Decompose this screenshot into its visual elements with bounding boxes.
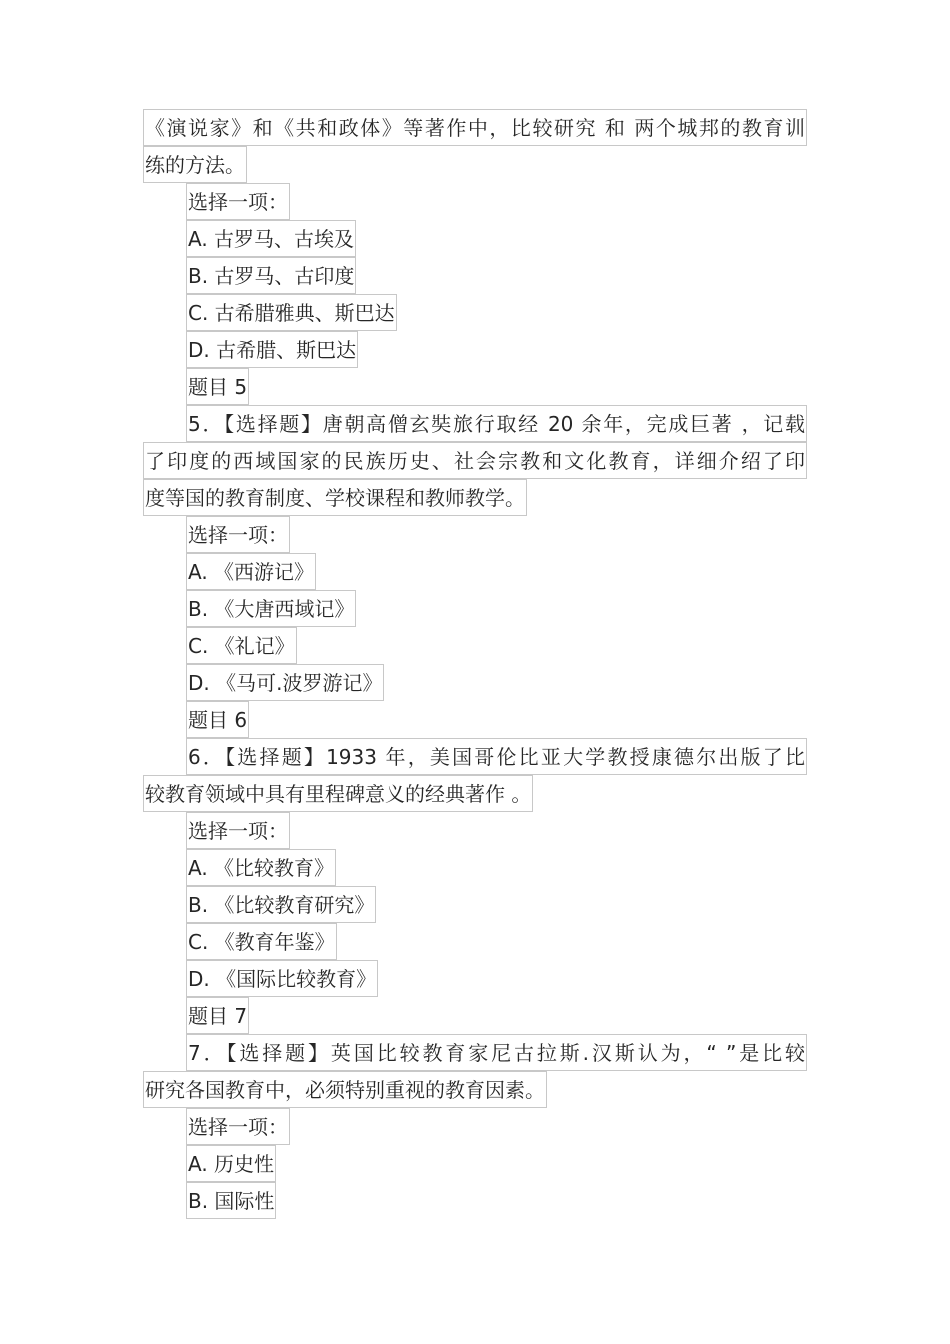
question-5-option-b[interactable]: B. 《大唐西域记》 [186, 590, 356, 627]
question-4-prompt: 选择一项： [186, 183, 290, 220]
question-6-option-c[interactable]: C. 《教育年鉴》 [186, 923, 337, 960]
question-6-option-a[interactable]: A. 《比较教育》 [186, 849, 336, 886]
question-5-option-c[interactable]: C. 《礼记》 [186, 627, 297, 664]
question-4-text-line-1: 《演说家》和《共和政体》等著作中，比较研究 和 两个城邦的教育训 [143, 109, 807, 146]
question-5-text-line-1: 5．【选择题】唐朝高僧玄奘旅行取经 20 余年，完成巨著 ，记载 [186, 405, 807, 442]
question-6-prompt: 选择一项： [186, 812, 290, 849]
question-6-heading: 题目 6 [186, 701, 249, 738]
question-7-heading: 题目 7 [186, 997, 249, 1034]
question-7-prompt: 选择一项： [186, 1108, 290, 1145]
question-7-text-line-1: 7．【选择题】英国比较教育家尼古拉斯.汉斯认为，“ ”是比较 [186, 1034, 807, 1071]
question-7-option-b[interactable]: B. 国际性 [186, 1182, 276, 1219]
question-5-text-line-2: 了印度的西域国家的民族历史、社会宗教和文化教育，详细介绍了印 [143, 442, 807, 479]
question-4-option-d[interactable]: D. 古希腊、斯巴达 [186, 331, 358, 368]
question-4-text-line-2: 练的方法。 [143, 146, 247, 183]
question-7-text-line-2: 研究各国教育中，必须特别重视的教育因素。 [143, 1071, 547, 1108]
question-7-option-a[interactable]: A. 历史性 [186, 1145, 276, 1182]
question-5-heading: 题目 5 [186, 368, 249, 405]
question-6-text-line-1: 6．【选择题】1933 年，美国哥伦比亚大学教授康德尔出版了比 [186, 738, 807, 775]
question-6-option-d[interactable]: D. 《国际比较教育》 [186, 960, 378, 997]
question-5-prompt: 选择一项： [186, 516, 290, 553]
question-4-option-c[interactable]: C. 古希腊雅典、斯巴达 [186, 294, 397, 331]
question-5-text-line-3: 度等国的教育制度、学校课程和教师教学。 [143, 479, 527, 516]
question-6-option-b[interactable]: B. 《比较教育研究》 [186, 886, 376, 923]
question-4-option-b[interactable]: B. 古罗马、古印度 [186, 257, 356, 294]
question-6-text-line-2: 较教育领域中具有里程碑意义的经典著作 。 [143, 775, 533, 812]
question-5-option-d[interactable]: D. 《马可.波罗游记》 [186, 664, 384, 701]
question-5-option-a[interactable]: A. 《西游记》 [186, 553, 316, 590]
question-4-option-a[interactable]: A. 古罗马、古埃及 [186, 220, 356, 257]
